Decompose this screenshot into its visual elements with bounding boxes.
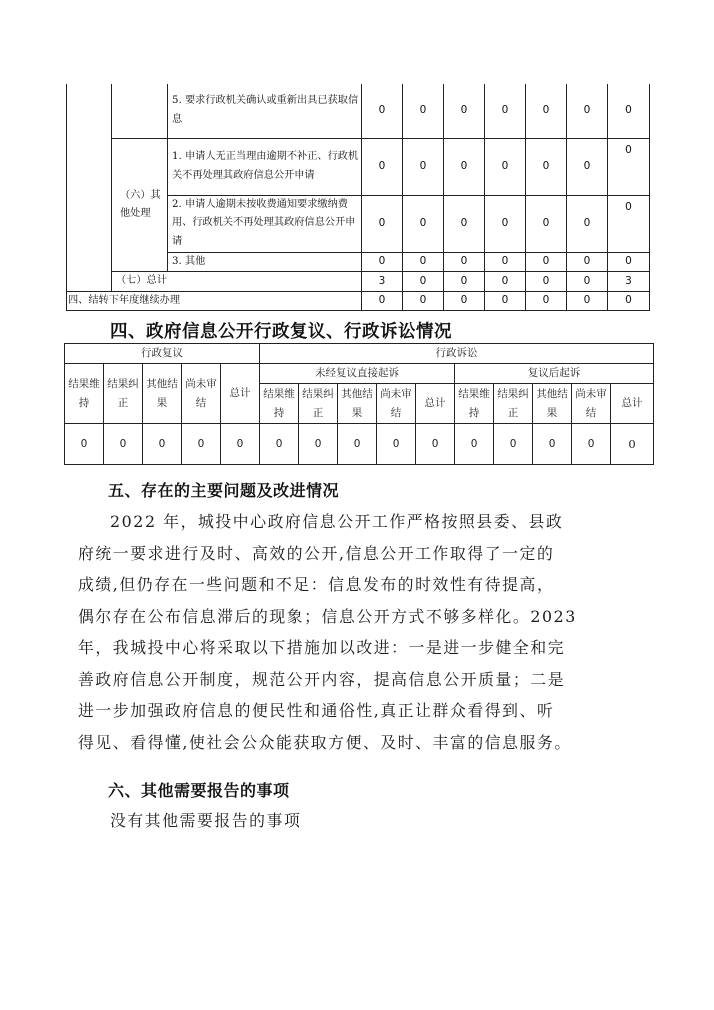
cell: 0 (485, 291, 526, 311)
cell: 0 (403, 291, 444, 311)
paragraph-line: 进一步加强政府信息的便民性和通俗性,真正让群众看得到、听 (78, 701, 555, 720)
subgroup-cell (112, 84, 168, 138)
col-header: 结果维持 (455, 384, 494, 424)
col-header: 结果维持 (65, 364, 104, 424)
cell: 0 (485, 195, 526, 252)
cell: 0 (403, 84, 444, 138)
cell: 0 (455, 424, 494, 465)
cell: 0 (143, 424, 182, 465)
col-header: 结果纠正 (104, 364, 143, 424)
cell: 0 (65, 424, 104, 465)
cell: 0 (567, 84, 608, 138)
col-header: 结果纠正 (494, 384, 533, 424)
row-label: 3. 其他 (168, 252, 362, 272)
table-row (65, 344, 654, 364)
direct-suit-header: 未经复议直接起诉 (260, 364, 455, 384)
cell: 0 (104, 424, 143, 465)
paragraph-line: 府统一要求进行及时、高效的公开,信息公开工作取得了一定的 (78, 543, 555, 563)
paragraph-line: 成绩,但仍存在一些问题和不足：信息发布的时效性有待提高， (78, 575, 555, 594)
col-header: 尚未审结 (377, 384, 416, 424)
paragraph-line: 年，我城投中心将采取以下措施加以改进：一是进一步健全和完 (78, 638, 566, 657)
cell: 0 (299, 424, 338, 465)
section6-title: 六、其他需要报告的事项 (108, 781, 290, 800)
cell: 0 (526, 138, 567, 195)
table-row (67, 291, 650, 311)
cell: 0 (611, 424, 654, 465)
cell: 0 (608, 195, 650, 252)
cell: 0 (494, 424, 533, 465)
section5-title: 五、存在的主要问题及改进情况 (108, 481, 340, 500)
paragraph-line: 善政府信息公开制度，规范公开内容，提高信息公开质量；二是 (78, 669, 566, 689)
cell: 0 (416, 424, 455, 465)
cell: 0 (567, 138, 608, 195)
cell: 0 (260, 424, 299, 465)
cell: 0 (403, 252, 444, 272)
col-header: 其他结果 (338, 384, 377, 424)
cell: 0 (485, 252, 526, 272)
cell: 0 (608, 138, 650, 195)
section4-title: 四、政府信息公开行政复议、行政诉讼情况 (110, 322, 452, 342)
col-header: 总计 (416, 384, 455, 424)
cell: 0 (444, 291, 485, 311)
cell: 0 (403, 138, 444, 195)
cell: 0 (362, 138, 403, 195)
row-label: 5. 要求行政机关确认或重新出具已获取信息 (168, 84, 362, 138)
cell: 0 (526, 252, 567, 272)
cell: 3 (362, 272, 403, 292)
cell: 0 (485, 138, 526, 195)
review-litigation-table (64, 343, 654, 465)
cell: 0 (567, 272, 608, 292)
section6-body: 没有其他需要报告的事项 (110, 811, 302, 830)
col-header: 尚未审结 (182, 364, 221, 424)
cell: 0 (362, 252, 403, 272)
section5-body (78, 506, 610, 758)
col-header: 其他结果 (143, 364, 182, 424)
cell: 3 (608, 272, 650, 292)
cell: 0 (526, 84, 567, 138)
outer-group-cell (67, 84, 112, 291)
disposal-results-table (66, 84, 650, 311)
carry-over-label: 四、结转下年度继续办理 (67, 291, 362, 311)
col-header: 总计 (611, 384, 654, 424)
group-other-label: （六）其他处理 (112, 138, 168, 272)
cell: 0 (444, 252, 485, 272)
cell: 0 (572, 424, 611, 465)
review-header: 行政复议 (65, 344, 260, 364)
paragraph-line: 2022 年，城投中心政府信息公开工作严格按照县委、县政 (110, 512, 564, 531)
row-label: 2. 申请人逾期未按收费通知要求缴纳费用、行政机关不再处理其政府信息公开申请 (168, 195, 362, 252)
cell: 0 (221, 424, 260, 465)
cell: 0 (485, 84, 526, 138)
cell: 0 (567, 252, 608, 272)
cell: 0 (608, 252, 650, 272)
col-header: 其他结果 (533, 384, 572, 424)
table-row (65, 424, 654, 465)
cell: 0 (526, 291, 567, 311)
cell: 0 (444, 272, 485, 292)
col-header: 结果维持 (260, 384, 299, 424)
row-label: 1. 申请人无正当理由逾期不补正、行政机关不再处理其政府信息公开申请 (168, 138, 362, 195)
cell: 0 (526, 195, 567, 252)
table-row (67, 272, 650, 292)
cell: 0 (444, 84, 485, 138)
cell: 0 (338, 424, 377, 465)
cell: 0 (567, 291, 608, 311)
paragraph-line: 偶尔存在公布信息滞后的现象；信息公开方式不够多样化。2023 (78, 606, 577, 626)
paragraph-line: 得见、看得懂,使社会公众能获取方便、及时、丰富的信息服务。 (78, 732, 572, 752)
cell: 0 (485, 272, 526, 292)
cell: 0 (567, 195, 608, 252)
cell: 0 (608, 291, 650, 311)
cell: 0 (444, 138, 485, 195)
table-row (67, 84, 650, 138)
cell: 0 (362, 84, 403, 138)
cell: 0 (608, 84, 650, 138)
col-header: 结果纠正 (299, 384, 338, 424)
cell: 0 (403, 195, 444, 252)
col-header: 尚未审结 (572, 384, 611, 424)
table-row (65, 364, 654, 384)
cell: 0 (444, 195, 485, 252)
cell: 0 (526, 272, 567, 292)
litigation-header: 行政诉讼 (260, 344, 654, 364)
col-header: 总计 (221, 364, 260, 424)
cell: 0 (182, 424, 221, 465)
total-label: （七）总计 (112, 272, 362, 292)
cell: 0 (362, 195, 403, 252)
cell: 0 (403, 272, 444, 292)
cell: 0 (377, 424, 416, 465)
table-row (67, 138, 650, 195)
after-review-header: 复议后起诉 (455, 364, 654, 384)
cell: 0 (533, 424, 572, 465)
cell: 0 (362, 291, 403, 311)
